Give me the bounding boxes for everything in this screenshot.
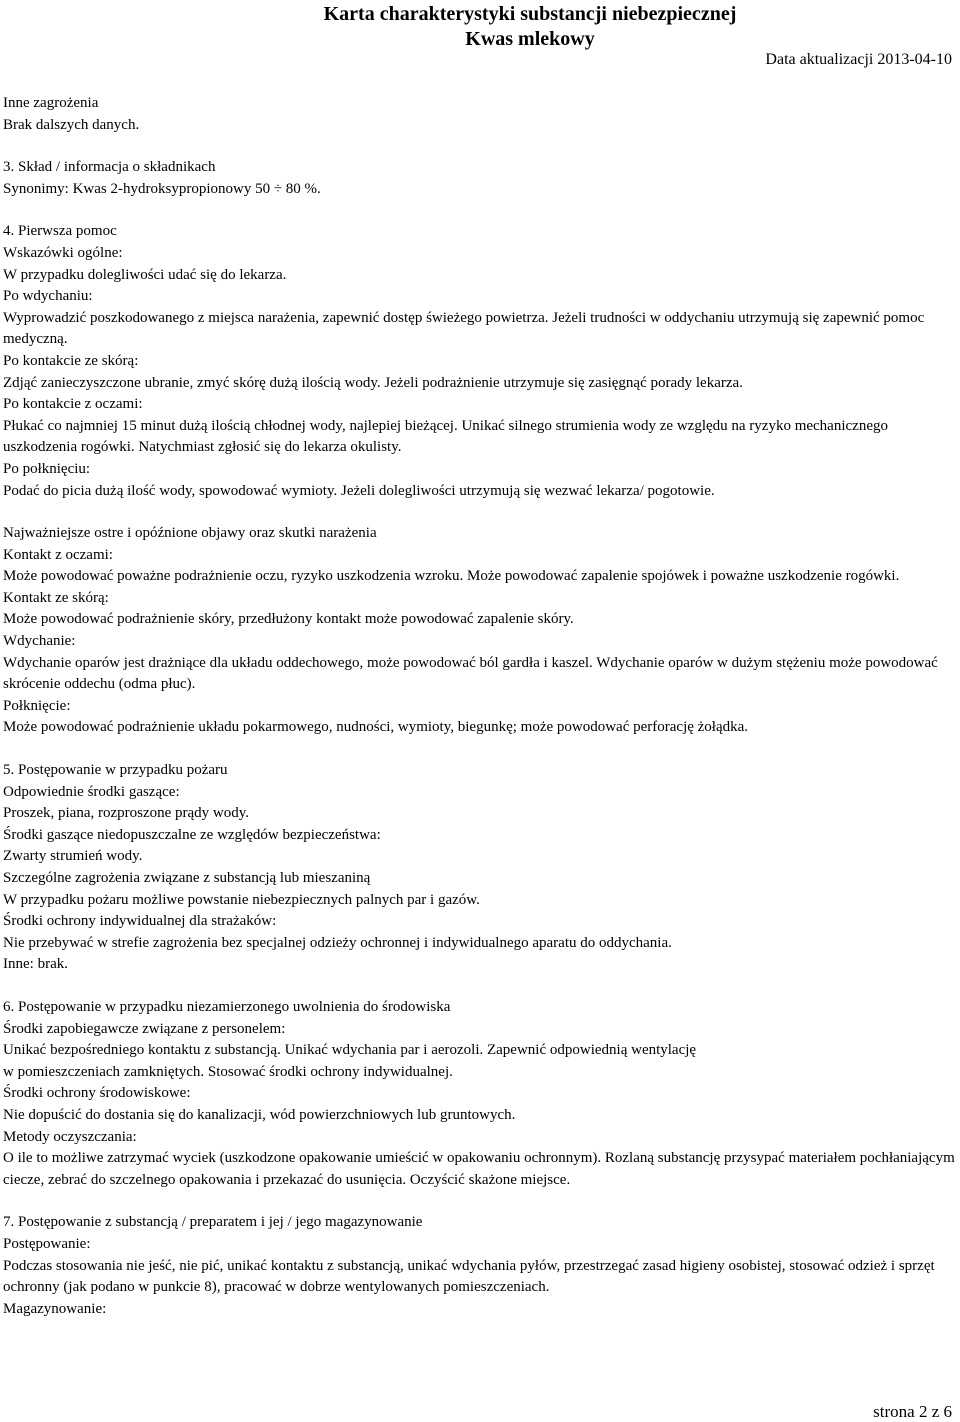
text-line: Synonimy: Kwas 2-hydroksypropionowy 50 ÷ 80 %. (3, 180, 321, 197)
text-line: Wyprowadzić poszkodowanego z miejsca narażenia, zapewnić dostęp świeżego powietrza. Jeżeli trudności w oddychaniu utrzymują się zapewnić pomoc medyczną. (3, 309, 925, 348)
text-line: Podać do picia dużą ilość wody, spowodować wymioty. Jeżeli dolegliwości utrzymują się wezwać lekarza/ pogotowie. (3, 482, 715, 499)
text-line: Połknięcie: (3, 697, 71, 714)
text-line: 3. Skład / informacja o składnikach (3, 159, 216, 176)
document-section (3, 997, 955, 1191)
document-title: Karta charakterystyki substancji niebezpiecznej (323, 3, 737, 25)
text-line: Podczas stosowania nie jeść, nie pić, unikać kontaktu z substancją, unikać wdychania pyłów, przestrzegać zasad higieny osobistej, stosować odzież i sprzęt ochronny (jak podano w punkcie 8), pracować w dobrze wentylowanych pomieszczeniach. (3, 1257, 935, 1296)
text-line: Kontakt z oczami: (3, 546, 113, 563)
text-line: Może powodować podrażnienie skóry, przedłużony kontakt może powodować zapalenie skóry. (3, 611, 574, 628)
text-line: Środki zapobiegawcze związane z personelem: (3, 1020, 286, 1037)
text-line: Inne: brak. (3, 956, 68, 973)
text-line: Kontakt ze skórą: (3, 589, 109, 606)
text-line: Nie przebywać w strefie zagrożenia bez specjalnej odzieży ochronnej i indywidualnego aparatu do oddychania. (3, 934, 672, 951)
text-line: w pomieszczeniach zamkniętych. Stosować środki ochrony indywidualnej. (3, 1063, 453, 1080)
text-line: Najważniejsze ostre i opóźnione objawy oraz skutki narażenia (3, 525, 377, 542)
page-header (0, 0, 960, 80)
text-line: Magazynowanie: (3, 1300, 107, 1317)
text-line: Może powodować podrażnienie układu pokarmowego, nudności, wymioty, biegunkę; może powodować perforację żołądka. (3, 719, 749, 736)
substance-name: Kwas mlekowy (465, 28, 595, 50)
text-line: Po połknięciu: (3, 460, 91, 477)
text-line: Inne zagrożenia (3, 95, 99, 111)
text-line: Wskazówki ogólne: (3, 244, 123, 261)
text-line: Proszek, piana, rozproszone prądy wody. (3, 805, 250, 822)
text-line: Płukać co najmniej 15 minut dużą ilością chłodnej wody, najlepiej bieżącej. Unikać silnego strumienia wody ze względu na ryzyko mechanicznego uszkodzenia rogówki. Natychmiast zgłosić się do lekarza okulisty. (3, 417, 888, 456)
text-line: Szczególne zagrożenia związane z substancją lub mieszaniną (3, 870, 371, 886)
text-line: Brak dalszych danych. (3, 116, 140, 133)
text-line: Środki gaszące niedopuszczalne ze względów bezpieczeństwa: (3, 826, 381, 843)
text-line: Zdjąć zanieczyszczone ubranie, zmyć skórę dużą ilością wody. Jeżeli podrażnienie utrzymuje się zasięgnąć porady lekarza. (3, 374, 743, 391)
text-line: Metody oczyszczania: (3, 1128, 137, 1145)
text-line: Odpowiednie środki gaszące: (3, 783, 180, 800)
document-section (3, 523, 955, 739)
text-line: Po kontakcie ze skórą: (3, 352, 139, 369)
text-line: Wdychanie oparów jest drażniące dla układu oddechowego, może powodować ból gardła i kaszel. Wdychanie oparów w dużym stężeniu może powodować skrócenie oddechu (odma płuc). (3, 654, 938, 693)
text-line: Nie dopuścić do dostania się do kanalizacji, wód powierzchniowych lub gruntowych. (3, 1106, 516, 1123)
text-line: Postępowanie: (3, 1235, 91, 1252)
text-line: Po kontakcie z oczami: (3, 396, 143, 413)
text-line: W przypadku dolegliwości udać się do lekarza. (3, 266, 287, 283)
text-line: 7. Postępowanie z substancją / preparatem i jej / jego magazynowanie (3, 1214, 423, 1231)
text-line: Może powodować poważne podrażnienie oczu, ryzyko uszkodzenia wzroku. Może powodować zapalenie spojówek i poważne uszkodzenie rogówki. (3, 568, 900, 585)
document-section (3, 93, 955, 136)
text-line: Wdychanie: (3, 633, 76, 650)
text-line: 5. Postępowanie w przypadku pożaru (3, 762, 228, 779)
text-line: 6. Postępowanie w przypadku niezamierzonego uwolnienia do środowiska (3, 998, 451, 1015)
text-line: Zwarty strumień wody. (3, 848, 143, 865)
text-line: W przypadku pożaru możliwe powstanie niebezpiecznych palnych par i gazów. (3, 891, 480, 908)
text-line: Po wdychaniu: (3, 288, 93, 305)
document-section (3, 221, 955, 502)
text-line: Środki ochrony indywidualnej dla strażaków: (3, 913, 277, 930)
document-section (3, 157, 955, 200)
document-section (3, 760, 955, 976)
text-line: Środki ochrony środowiskowe: (3, 1085, 191, 1102)
update-date: Data aktualizacji 2013-04-10 (765, 51, 952, 68)
document-section (3, 1212, 955, 1320)
document-body (3, 93, 955, 1320)
page-number: strona 2 z 6 (873, 1402, 952, 1421)
text-line: O ile to możliwe zatrzymać wyciek (uszkodzone opakowanie umieścić w opakowaniu ochronnym). Rozlaną substancję przysypać materiałem pochłaniającym ciecze, zebrać do szczelnego opakowania i przekazać do usunięcia. Oczyścić skażone miejsce. (3, 1150, 955, 1188)
text-line: Unikać bezpośredniego kontaktu z substancją. Unikać wdychania par i aerozoli. Zapewnić odpowiednią wentylację (3, 1042, 697, 1059)
text-line: 4. Pierwsza pomoc (3, 223, 117, 240)
